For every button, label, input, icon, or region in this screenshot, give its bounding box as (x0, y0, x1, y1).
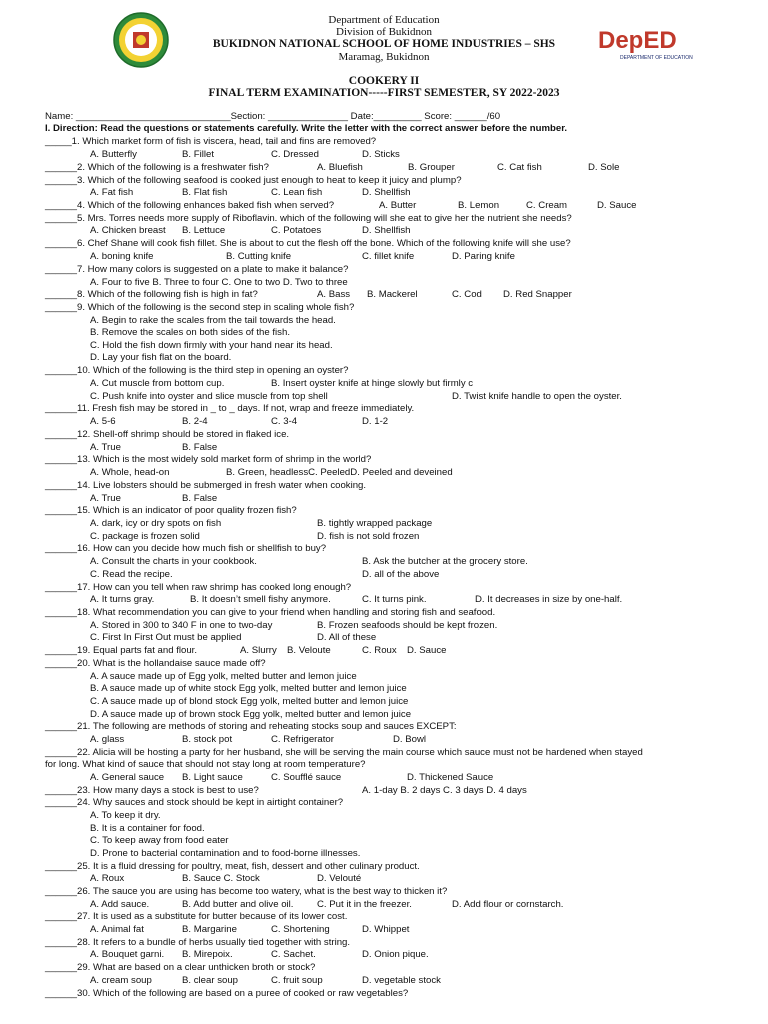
answer-option: D. vegetable stock (362, 975, 441, 986)
answer-option: A. Consult the charts in your cookbook. (90, 556, 257, 567)
header-school: BUKIDNON NATIONAL SCHOOL OF HOME INDUSTRIES – SHS (212, 38, 556, 50)
answer-option: B. clear soup (182, 975, 238, 986)
question-text: ______27. It is used as a substitute for butter because of its lower cost. (45, 911, 348, 922)
answer-option: B. Mackerel (367, 289, 418, 300)
answer-option: D. Prone to bacterial contamination and to food-borne illnesses. (90, 848, 361, 859)
question-text: ______24. Why sauces and stock should be kept in airtight container? (45, 797, 344, 808)
answer-option: B. Remove the scales on both sides of the fish. (90, 327, 290, 338)
question-text: ______4. Which of the following enhances baked fish when served? (45, 200, 335, 211)
answer-option: C. To keep away from food eater (90, 835, 229, 846)
answer-option: D. Shellfish (362, 225, 411, 236)
answer-option: B. Light sauce (182, 772, 243, 783)
answer-option: A. Fat fish (90, 187, 134, 198)
answer-option: C. Soufflé sauce (271, 772, 342, 783)
answer-option: A. Whole, head-on (90, 467, 170, 478)
answer-option: A. To keep it dry. (90, 810, 161, 821)
answer-option: B. Flat fish (182, 187, 228, 198)
answer-option: A. Bluefish (317, 162, 363, 173)
answer-option: B. Add butter and olive oil. (182, 899, 294, 910)
answer-option: A. A sauce made up of Egg yolk, melted butter and lemon juice (90, 671, 357, 682)
answer-option: B. Ask the butcher at the grocery store. (362, 556, 528, 567)
deped-logo-text: DepED (598, 27, 677, 54)
direction-text: I. Direction: Read the questions or statements carefully. Write the letter with the correct answer before the number. (45, 123, 568, 134)
answer-option: C. A sauce made up of blond stock Egg yolk, melted butter and lemon juice (90, 696, 409, 707)
deped-logo-icon (598, 24, 693, 62)
answer-option: C. First In First Out must be applied (90, 632, 242, 643)
answer-option: A. Roux (90, 873, 125, 884)
answer-option: A. True (90, 442, 121, 453)
question-text: ______10. Which of the following is the third step in opening an oyster? (45, 365, 349, 376)
answer-option: D. Onion pique. (362, 949, 429, 960)
answer-option: B. Margarine (182, 924, 237, 935)
answer-option: D. all of the above (362, 569, 440, 580)
question-text: ______7. How many colors is suggested on a plate to make it balance? (45, 264, 349, 275)
name-line: Name: _____________________________Section: _______________ Date:_________ Score: ______/60 (45, 111, 501, 122)
question-text: ______14. Live lobsters should be submerged in fresh water when cooking. (45, 480, 367, 491)
question-text: ______11. Fresh fish may be stored in _ to _ days. If not, wrap and freeze immediately. (45, 403, 415, 414)
answer-option: B. Veloute (287, 645, 331, 656)
question-text: ______18. What recommendation you can give to your friend when handling and storing fish and seafood. (45, 607, 496, 618)
question-text: ______6. Chef Shane will cook fish fillet. She is about to cut the flesh off the bone. Which of the following knife will she use? (45, 238, 571, 249)
header-division: Division of Bukidnon (336, 26, 432, 38)
answer-option: C. Put it in the freezer. (317, 899, 412, 910)
answer-option: D. Add flour or cornstarch. (452, 899, 564, 910)
question-text: ______29. What are based on a clear unthicken broth or stock? (45, 962, 316, 973)
question-text: ______28. It refers to a bundle of herbs usually tied together with string. (45, 937, 351, 948)
answer-option: D. Whippet (362, 924, 410, 935)
answer-option: A. Chicken breast (90, 225, 166, 236)
answer-option: B. Sauce C. Stock (182, 873, 260, 884)
question-text: ______16. How can you decide how much fish or shellfish to buy? (45, 543, 327, 554)
answer-option: D. Sauce (597, 200, 637, 211)
answer-option: A. Butterfly (90, 149, 137, 160)
answer-option: D. Velouté (317, 873, 362, 884)
answer-option: D. Bowl (393, 734, 427, 745)
answer-option: C. Read the recipe. (90, 569, 173, 580)
answer-option: B. stock pot (182, 734, 233, 745)
answer-option: A. Bouquet garni. (90, 949, 165, 960)
answer-option: B. Grouper (408, 162, 455, 173)
question-text: ______12. Shell-off shrimp should be stored in flaked ice. (45, 429, 290, 440)
answer-option: A. Butter (379, 200, 417, 211)
answer-option: C. Hold the fish down firmly with your hand near its head. (90, 340, 333, 351)
answer-option: C. Shortening (271, 924, 330, 935)
question-text: ______21. The following are methods of storing and reheating stocks soup and sauces EXCEPT: (45, 721, 457, 732)
question-text: _____1. Which market form of fish is viscera, head, tail and fins are removed? (45, 136, 377, 147)
answer-option: A. 5-6 (90, 416, 116, 427)
answer-option: B. Insert oyster knife at hinge slowly but firmly c (271, 378, 474, 389)
answer-option: C. Sachet. (271, 949, 316, 960)
answer-option: D. fish is not sold frozen (317, 531, 420, 542)
header-address: Maramag, Bukidnon (338, 51, 430, 63)
answer-option: A. cream soup (90, 975, 152, 986)
question-text: ______13. Which is the most widely sold market form of shrimp in the world? (45, 454, 372, 465)
answer-option: A. It turns gray. (90, 594, 155, 605)
answer-option: D. It decreases in size by one-half. (475, 594, 623, 605)
answer-option: C. Cream (526, 200, 568, 211)
answer-option: A. dark, icy or dry spots on fish (90, 518, 222, 529)
question-text: ______9. Which of the following is the second step in scaling whole fish? (45, 302, 355, 313)
answer-option: B. A sauce made up of white stock Egg yolk, melted butter and lemon juice (90, 683, 407, 694)
answer-option: D. All of these (317, 632, 377, 643)
answer-option: C. Roux (362, 645, 397, 656)
question-text: ______22. Alicia will be hosting a party for her husband, she will be serving the main course which sauce must not be hardened when stayed (45, 747, 643, 758)
answer-option: D. Red Snapper (503, 289, 572, 300)
header-dept: Department of Education (328, 14, 440, 26)
answer-option: A. Stored in 300 to 340 F in one to two-day (90, 620, 273, 631)
answer-option: A. Animal fat (90, 924, 144, 935)
answer-option: C. It turns pink. (362, 594, 427, 605)
question-text: ______20. What is the hollandaise sauce made off? (45, 658, 266, 669)
answer-option: A. Slurry (240, 645, 277, 656)
answer-option: A. True (90, 493, 121, 504)
question-text: ______23. How many days a stock is best to use? (45, 785, 259, 796)
deped-logo-sub: DEPARTMENT OF EDUCATION (620, 55, 693, 61)
answer-option: A. Cut muscle from bottom cup. (90, 378, 225, 389)
answer-option: D. Sticks (362, 149, 400, 160)
question-text: ______3. Which of the following seafood is cooked just enough to heat to keep it juicy and plump? (45, 175, 462, 186)
answer-option: C. Dressed (271, 149, 319, 160)
answer-option: C. fillet knife (362, 251, 415, 262)
answer-option: D. A sauce made up of brown stock Egg yolk, melted butter and lemon juice (90, 709, 412, 720)
question-text: ______19. Equal parts fat and flour. (45, 645, 198, 656)
answer-option: D. Twist knife handle to open the oyster. (452, 391, 622, 402)
answer-option: D. Paring knife (452, 251, 515, 262)
answer-option: B. It is a container for food. (90, 823, 205, 834)
answer-option: D. Sauce (407, 645, 447, 656)
answer-option: A. Four to five B. Three to four C. One to two D. Two to three (90, 277, 348, 288)
answer-option: B. tightly wrapped package (317, 518, 433, 529)
answer-option: B. Frozen seafoods should be kept frozen. (317, 620, 498, 631)
answer-option: A. glass (90, 734, 125, 745)
answer-option: C. Cod (452, 289, 482, 300)
answer-option: B. Mirepoix. (182, 949, 233, 960)
answer-option: C. 3-4 (271, 416, 298, 427)
answer-option: B. Fillet (182, 149, 214, 160)
answer-option: C. package is frozen solid (90, 531, 200, 542)
answer-option: D. Lay your fish flat on the board. (90, 352, 232, 363)
answer-option: B. Lemon (458, 200, 500, 211)
answer-option: C. Push knife into oyster and slice muscle from top shell (90, 391, 328, 402)
question-text: ______8. Which of the following fish is high in fat? (45, 289, 258, 300)
question-text: ______2. Which of the following is a freshwater fish? (45, 162, 269, 173)
answer-option: B. False (182, 442, 218, 453)
answer-option: D. Sole (588, 162, 620, 173)
question-text: ______15. Which is an indicator of poor quality frozen fish? (45, 505, 297, 516)
answer-option: A. Add sauce. (90, 899, 150, 910)
question-text: for long. What kind of sauce that should not stay long at room temperature? (45, 759, 366, 770)
answer-option: C. Refrigerator (271, 734, 334, 745)
answer-option: B. Cutting knife (226, 251, 292, 262)
exam-title: FINAL TERM EXAMINATION-----FIRST SEMESTER, SY 2022-2023 (208, 87, 560, 99)
question-text: ______26. The sauce you are using has become too watery, what is the best way to thicken it? (45, 886, 448, 897)
answer-option: B. False (182, 493, 218, 504)
answer-option: C. Cat fish (497, 162, 542, 173)
question-text: ______25. It is a fluid dressing for poultry, meat, fish, dessert and other culinary product. (45, 861, 420, 872)
question-text: ______30. Which of the following are based on a puree of cooked or raw vegetables? (45, 988, 409, 999)
answer-option: D. Shellfish (362, 187, 411, 198)
answer-option: B. 2-4 (182, 416, 208, 427)
question-text: ______17. How can you tell when raw shrimp has cooked long enough? (45, 582, 352, 593)
answer-option: B. Lettuce (182, 225, 226, 236)
answer-option: A. Begin to rake the scales from the tail towards the head. (90, 315, 336, 326)
answer-option: A. Bass (317, 289, 351, 300)
answer-option: A. 1-day B. 2 days C. 3 days D. 4 days (362, 785, 527, 796)
answer-option: A. boning knife (90, 251, 154, 262)
course-title: COOKERY II (348, 75, 420, 87)
answer-option: A. General sauce (90, 772, 165, 783)
answer-option: D. 1-2 (362, 416, 389, 427)
question-text: ______5. Mrs. Torres needs more supply of Riboflavin. which of the following will she eat to give her the nutrient she needs? (45, 213, 572, 224)
answer-option: C. Potatoes (271, 225, 322, 236)
answer-option: D. Thickened Sauce (407, 772, 494, 783)
answer-option: B. Green, headlessC. PeeledD. Peeled and deveined (226, 467, 453, 478)
answer-option: B. It doesn’t smell fishy anymore. (190, 594, 331, 605)
answer-option: C. Lean fish (271, 187, 323, 198)
answer-option: C. fruit soup (271, 975, 323, 986)
